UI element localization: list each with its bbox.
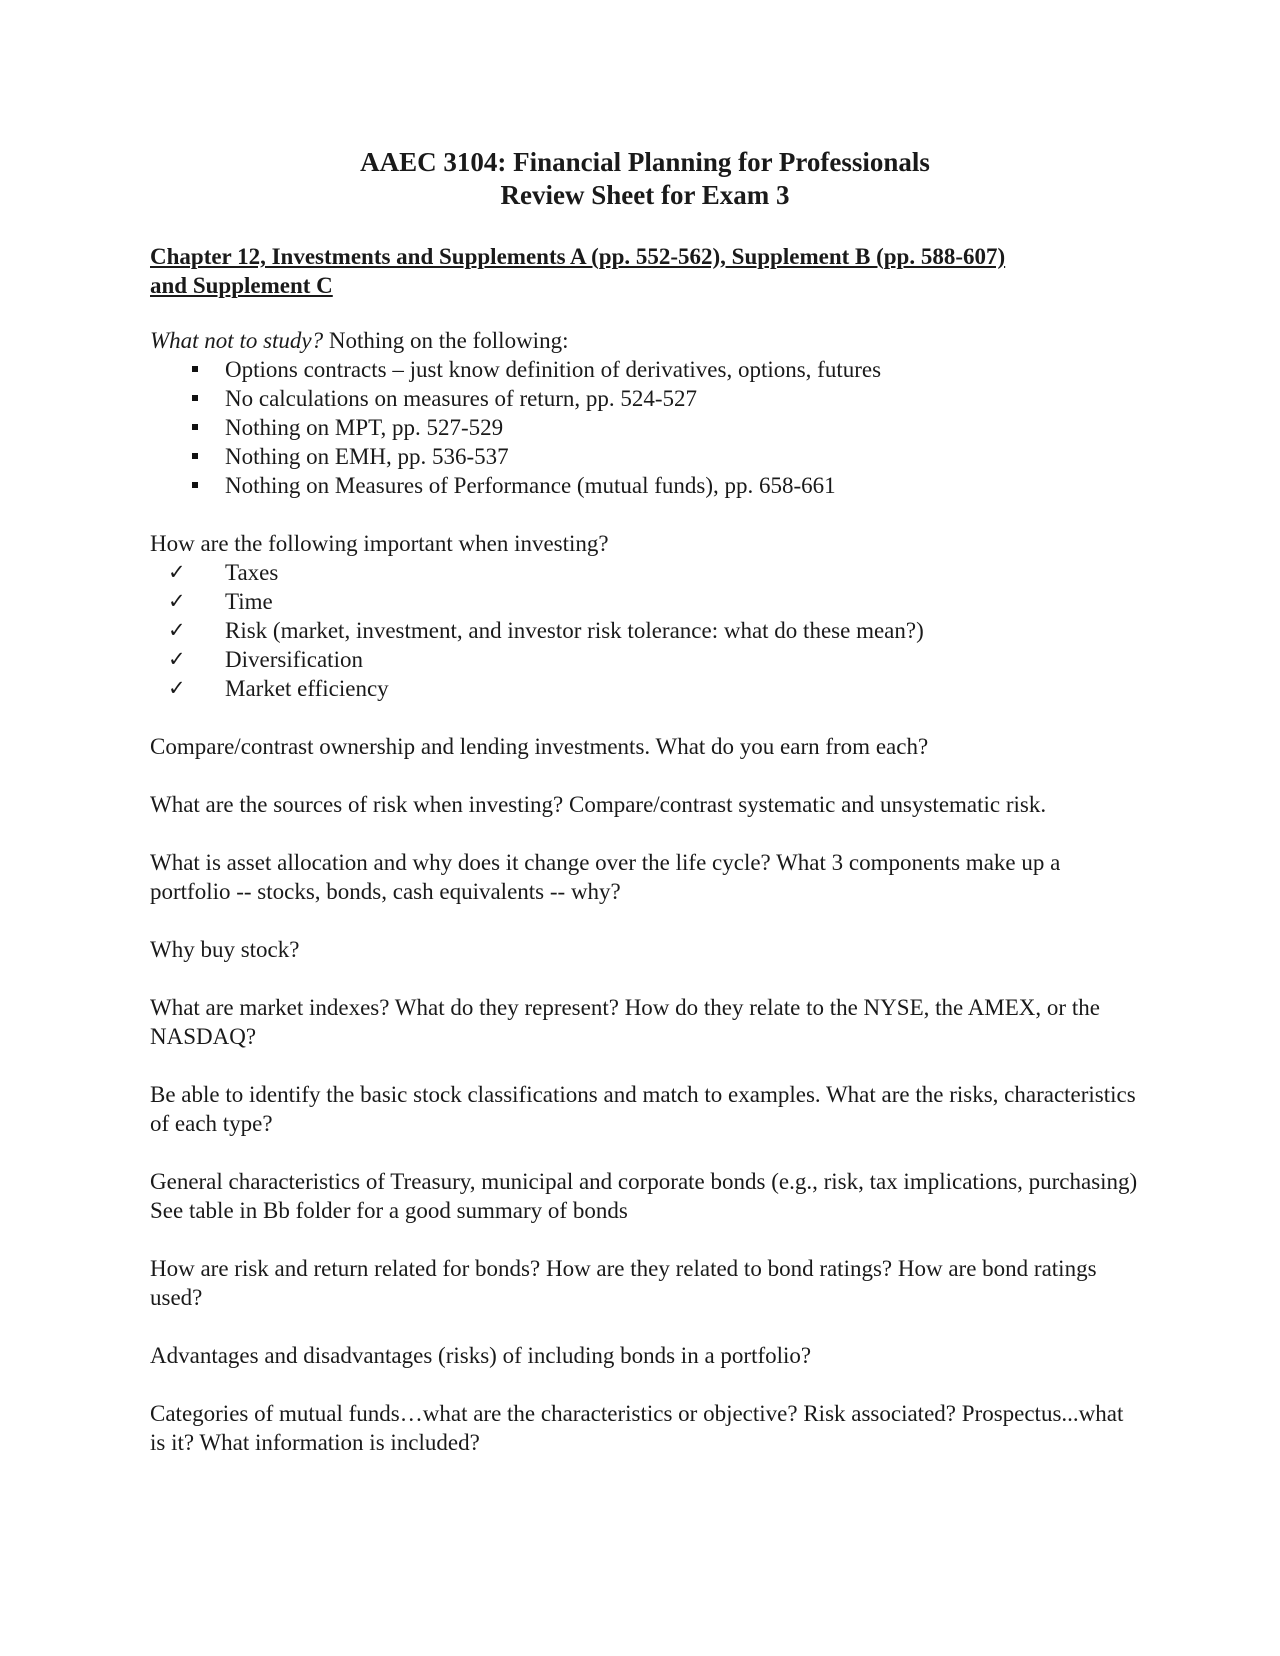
question-paragraph: How are risk and return related for bonds? How are they related to bond ratings? How are bond ratings used? (150, 1256, 1097, 1310)
list-item-text: Diversification (225, 647, 363, 672)
checkmark-icon: ✓ (168, 647, 186, 671)
title-line-course: AAEC 3104: Financial Planning for Professionals (360, 147, 930, 177)
checkmark-icon: ✓ (168, 618, 186, 642)
list-item-text: No calculations on measures of return, pp. 524-527 (225, 386, 698, 411)
list-item-text: Options contracts – just know definition of derivatives, options, futures (225, 357, 882, 382)
not-study-list (150, 355, 1140, 500)
list-item-text: Nothing on EMH, pp. 536-537 (225, 444, 509, 469)
title-line-exam: Review Sheet for Exam 3 (500, 180, 790, 210)
section-heading-line2: and Supplement C (150, 273, 333, 298)
list-item (150, 413, 1140, 442)
list-item (150, 384, 1140, 413)
list-item-text: Time (225, 589, 273, 614)
list-item-text: Nothing on MPT, pp. 527-529 (225, 415, 504, 440)
document-page (150, 146, 1140, 1486)
question-paragraph: Be able to identify the basic stock classifications and match to examples. What are the risks, characteristics of each type? (150, 1082, 1136, 1136)
list-item (150, 616, 1140, 645)
not-study-lead-italic: What not to study? (150, 328, 324, 353)
list-item (150, 355, 1140, 384)
list-item (150, 587, 1140, 616)
question-paragraph: What are market indexes? What do they represent? How do they relate to the NYSE, the AMEX, or the NASDAQ? (150, 995, 1100, 1049)
list-item-text: Risk (market, investment, and investor risk tolerance: what do these mean?) (225, 618, 924, 643)
list-item-text: Taxes (225, 560, 279, 585)
list-item-text: Market efficiency (225, 676, 389, 701)
list-item (150, 674, 1140, 703)
checkmark-icon: ✓ (168, 676, 186, 700)
question-paragraph: Why buy stock? (150, 937, 300, 962)
list-item (150, 558, 1140, 587)
list-item (150, 471, 1140, 500)
question-paragraph: What is asset allocation and why does it change over the life cycle? What 3 components make up a portfolio -- stocks, bonds, cash equivalents -- why? (150, 850, 1061, 904)
not-study-lead-rest: Nothing on the following: (323, 328, 569, 353)
not-study-lead (150, 326, 1140, 355)
document-title (150, 146, 1140, 212)
section-heading (150, 242, 1140, 300)
section-heading-line1: Chapter 12, Investments and Supplements A (pp. 552-562), Supplement B (pp. 588-607) (150, 244, 1006, 269)
list-item (150, 442, 1140, 471)
list-item (150, 645, 1140, 674)
question-paragraph: What are the sources of risk when investing? Compare/contrast systematic and unsystematic risk. (150, 792, 1047, 817)
investing-list (150, 558, 1140, 703)
question-paragraph: Compare/contrast ownership and lending investments. What do you earn from each? (150, 734, 929, 759)
checkmark-icon: ✓ (168, 560, 186, 584)
question-paragraph: General characteristics of Treasury, municipal and corporate bonds (e.g., risk, tax implications, purchasing) See table in Bb folder for a good summary of bonds (150, 1169, 1138, 1223)
question-paragraph: Categories of mutual funds…what are the characteristics or objective? Risk associated? Prospectus...what is it? What information is included? (150, 1401, 1124, 1455)
investing-lead: How are the following important when investing? (150, 531, 609, 556)
list-item-text: Nothing on Measures of Performance (mutual funds), pp. 658-661 (225, 473, 836, 498)
checkmark-icon: ✓ (168, 589, 186, 613)
question-paragraph: Advantages and disadvantages (risks) of including bonds in a portfolio? (150, 1343, 812, 1368)
